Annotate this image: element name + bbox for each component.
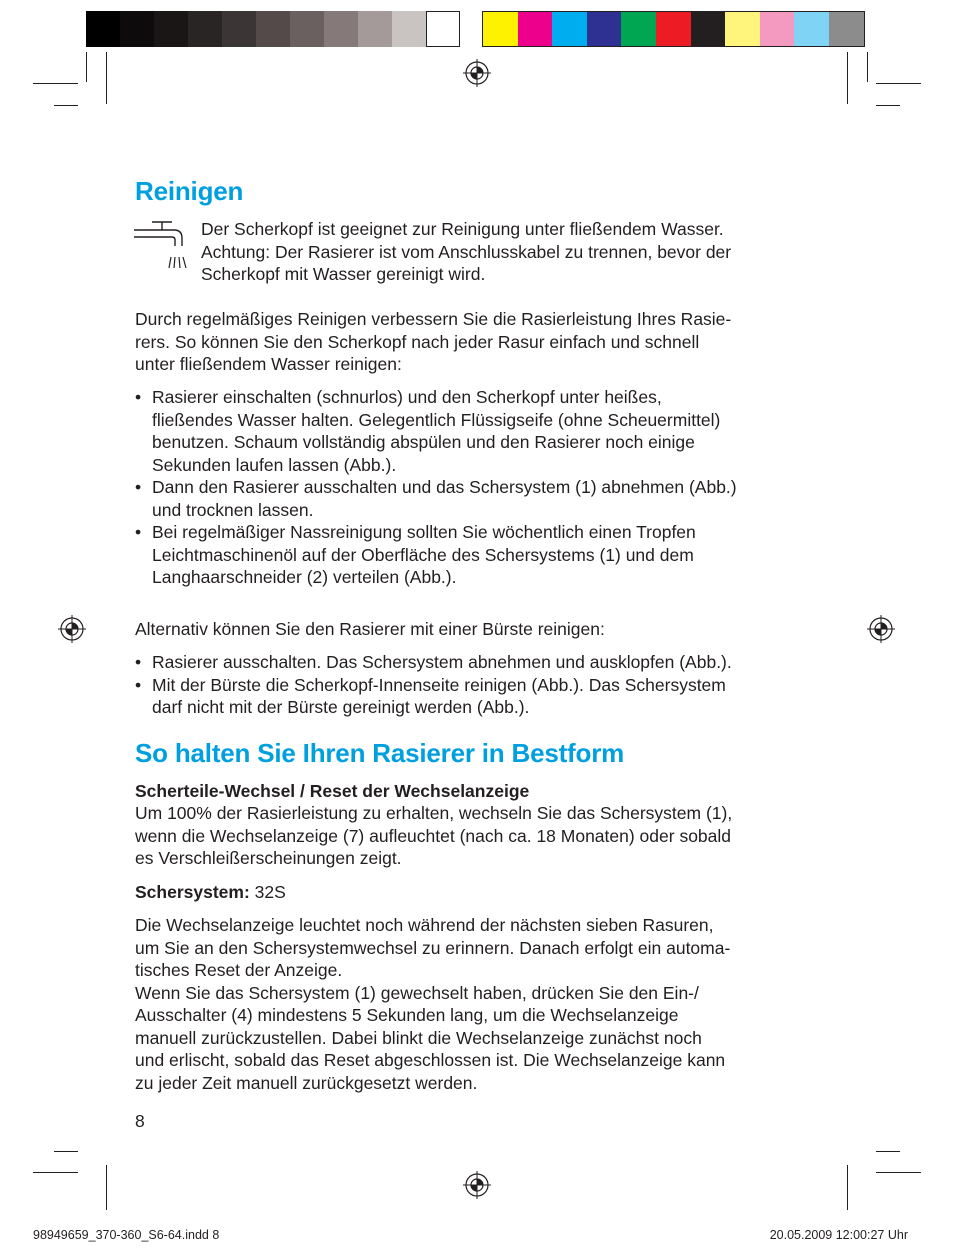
registration-mark-icon: [462, 58, 492, 88]
gray-swatch: [290, 11, 324, 47]
gray-swatch: [324, 11, 358, 47]
color-swatch: [656, 12, 691, 46]
brush-steps-list: [135, 651, 825, 719]
faucet-note: Der Scherkopf ist geeignet zur Reinigung unter fließendem Wasser. Achtung: Der Rasierer ist vom Anschlusskabel zu trennen, bevor der Scherkopf mit Wasser gereinigt wird.: [201, 219, 732, 284]
color-swatch: [621, 12, 656, 46]
replacement-paragraph: Um 100% der Rasierleistung zu erhalten, wechseln Sie das Schersystem (1), wenn die Wechselanzeige (7) aufleuchtet (nach ca. 18 Monaten) oder sobald es Verschleißerscheinungen zeigt.: [135, 803, 733, 868]
crop-mark: [33, 83, 78, 84]
color-swatch: [518, 12, 553, 46]
crop-mark: [106, 1165, 107, 1210]
registration-mark-icon: [866, 614, 896, 644]
color-swatch: [829, 12, 864, 46]
cleaning-intro: Durch regelmäßiges Reinigen verbessern Sie die Rasierleistung Ihres Rasie- rers. So können Sie den Scherkopf nach jeder Rasur einfach und schnell unter fließendem Wasser reinigen:: [135, 309, 732, 374]
subheading-reset: Scherteile-Wechsel / Reset der Wechselanzeige: [135, 781, 530, 801]
crop-mark: [847, 52, 848, 104]
gray-swatch: [256, 11, 290, 47]
footer-filename: 98949659_370-360_S6-64.indd 8: [33, 1228, 220, 1242]
color-swatch: [760, 12, 795, 46]
gray-swatch: [188, 11, 222, 47]
process-color-bar: [482, 11, 865, 47]
crop-mark: [86, 52, 87, 82]
crop-mark: [876, 83, 921, 84]
color-swatch: [794, 12, 829, 46]
section-title-reinigen: Reinigen: [135, 176, 244, 206]
crop-mark: [876, 1151, 900, 1152]
page-number: 8: [135, 1111, 145, 1131]
crop-mark: [106, 52, 107, 104]
registration-mark-icon: [57, 614, 87, 644]
crop-mark: [54, 1151, 78, 1152]
color-swatch: [552, 12, 587, 46]
crop-mark: [867, 52, 868, 82]
gray-swatch: [392, 11, 426, 47]
gray-swatch: [120, 11, 154, 47]
list-item: • Rasierer ausschalten. Das Schersystem abnehmen und ausklopfen (Abb.).: [135, 651, 825, 674]
indicator-paragraph: Die Wechselanzeige leuchtet noch während der nächsten sieben Rasuren, um Sie an den Schersystemwechsel zu erinnern. Danach erfolgt ein automa- tisches Reset der Anzeige. Wenn Sie das Schersystem (1) gewechselt haben, drücken Sie den Ein-/ Ausschalter (4) mindestens 5 Sekunden lang, um die Wechselanzeige manuell zurückzustellen. Dabei blinkt die Wechselanzeige zunächst noch und erlischt, sobald das Reset abgeschlossen ist. Die Wechselanzeige kann zu jeder Zeit manuell zurückgesetzt werden.: [135, 915, 731, 1093]
footer-timestamp: 20.05.2009 12:00:27 Uhr: [769, 1228, 908, 1242]
crop-mark: [33, 1172, 78, 1173]
list-item: • Dann den Rasierer ausschalten und das Schersystem (1) abnehmen (Abb.) und trocknen lassen.: [135, 476, 825, 521]
list-item: • Bei regelmäßiger Nassreinigung sollten Sie wöchentlich einen Tropfen Leichtmaschinenöl auf der Oberfläche des Schersystems (1) und dem Langhaarschneider (2) verteilen (Abb.).: [135, 521, 825, 589]
registration-mark-icon: [462, 1170, 492, 1200]
brush-intro: Alternativ können Sie den Rasierer mit einer Bürste reinigen:: [135, 619, 605, 639]
gray-swatch: [426, 11, 460, 47]
crop-mark: [54, 105, 78, 106]
cleaning-steps-list: [135, 386, 825, 589]
list-item: • Rasierer einschalten (schnurlos) und den Scherkopf unter heißes, fließendes Wasser halten. Gelegentlich Flüssigseife (ohne Scheuermittel) benutzen. Schaum vollständig abspülen und den Rasierer noch einige Sekunden laufen lassen (Abb.).: [135, 386, 825, 476]
faucet-water-icon: [134, 220, 190, 272]
gray-swatch: [222, 11, 256, 47]
crop-mark: [876, 1172, 921, 1173]
color-swatch: [691, 12, 726, 46]
shaving-system-line: [135, 881, 825, 904]
gray-swatch: [154, 11, 188, 47]
gray-swatch: [86, 11, 120, 47]
list-item: • Mit der Bürste die Scherkopf-Innenseite reinigen (Abb.). Das Schersystem darf nicht mit der Bürste gereinigt werden (Abb.).: [135, 674, 825, 719]
shaving-system-value: 32S: [249, 882, 286, 902]
grayscale-color-bar: [86, 11, 460, 47]
shaving-system-label: Schersystem:: [135, 882, 250, 902]
crop-mark: [876, 105, 900, 106]
color-swatch: [483, 12, 518, 46]
color-swatch: [587, 12, 622, 46]
crop-mark: [847, 1165, 848, 1210]
section-title-bestform: So halten Sie Ihren Rasierer in Bestform: [135, 738, 625, 768]
color-swatch: [725, 12, 760, 46]
gray-swatch: [358, 11, 392, 47]
